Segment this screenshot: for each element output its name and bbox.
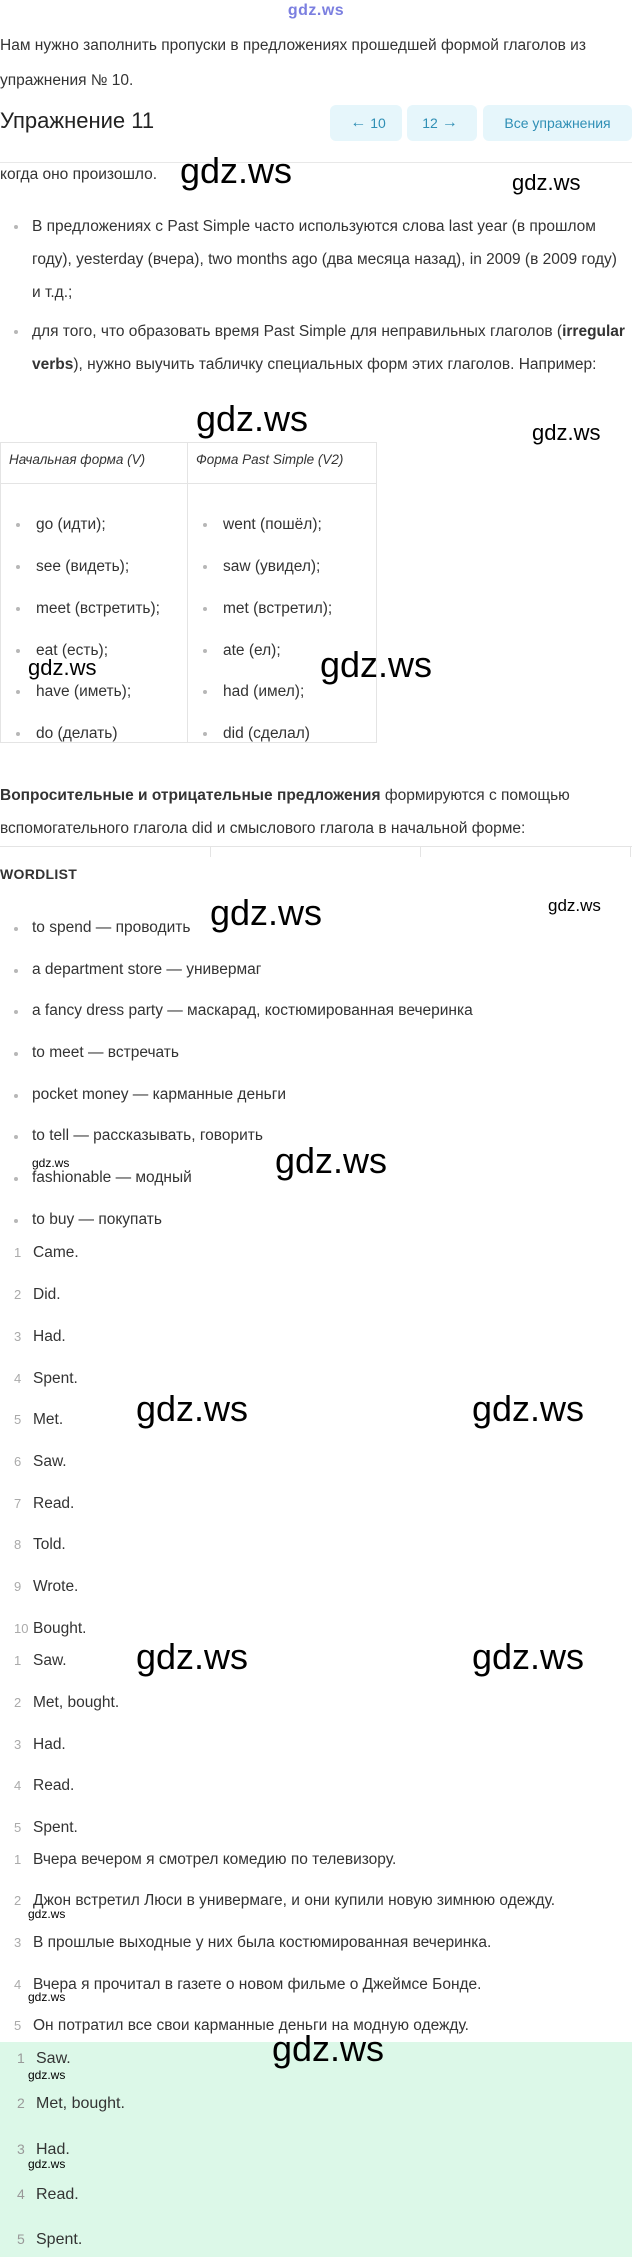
table-cell <box>188 484 377 743</box>
watermark: gdz.ws <box>32 1156 70 1170</box>
watermark: gdz.ws <box>532 420 601 445</box>
bullet-text-part: ), нужно выучить табличку специальных форм этих глаголов. Например: <box>73 356 597 373</box>
theory-bullet-text <box>14 315 626 381</box>
prev-exercise-button[interactable] <box>330 105 402 141</box>
watermark: gdz.ws <box>548 896 601 915</box>
wordlist-item: a department store — универмаг <box>14 954 626 986</box>
wordlist-item: to spend — проводить <box>14 912 626 944</box>
wordlist-heading: WORDLIST <box>0 866 78 882</box>
watermark: gdz.ws <box>28 1907 66 1921</box>
table-header: Форма Past Simple (V2) <box>188 443 377 484</box>
wordlist-item: to buy — покупать <box>14 1204 626 1236</box>
next-exercise-label: 12 <box>422 115 438 131</box>
watermark: gdz.ws <box>28 2157 66 2171</box>
watermark: gdz.ws <box>320 644 433 685</box>
task-description: Нам нужно заполнить пропуски в предложениях прошедшей формой глаголов из упражнения № 10. <box>0 37 586 89</box>
theory-bullet-text: В предложениях с Past Simple часто используются слова last year (в прошлом году), yesterday (вчера), two months ago (два месяца назад), in 2009 (в 2009 году) и т.д.; <box>32 218 617 301</box>
list-item: eat (есть); <box>16 641 108 661</box>
question-rule-text: формируются с помощью вспомогательного глагола did и смыслового глагола в начальной форме: <box>0 787 570 837</box>
prev-exercise-label: 10 <box>370 115 386 131</box>
table-header: Начальная форма (V) <box>1 443 188 484</box>
watermark: gdz.ws <box>28 1990 66 2004</box>
list-item: went (пошёл); <box>203 515 322 535</box>
bullet-bold-term: irregular verbs <box>32 323 625 373</box>
wordlist-item: to meet — встречать <box>14 1037 626 1069</box>
watermark: gdz.ws <box>472 1388 585 1429</box>
question-rule-bold: Вопросительные и отрицательные предложения <box>0 787 381 804</box>
list-item: met (встретил); <box>203 599 332 619</box>
next-exercise-button[interactable] <box>407 105 477 141</box>
exercise-title: Упражнение 11 <box>0 108 155 133</box>
answer-highlight-block <box>0 2042 632 2257</box>
list-item: meet (встретить); <box>16 599 160 619</box>
watermark: gdz.ws <box>210 892 323 933</box>
arrow-left-icon: ← <box>350 114 367 131</box>
table-cell <box>1 484 188 743</box>
list-item: do (делать) <box>16 724 118 744</box>
wordlist-item: a fancy dress party — маскарад, костюмированная вечеринка <box>14 995 626 1027</box>
verb-forms-table <box>0 442 377 743</box>
watermark: gdz.ws <box>180 150 293 191</box>
arrow-right-icon: → <box>441 114 458 131</box>
watermark: gdz.ws <box>512 170 581 195</box>
wordlist-item: pocket money — карманные деньги <box>14 1079 626 1111</box>
theory-bullet <box>14 315 626 381</box>
bullet-text-part: для того, что образовать время Past Simple для неправильных глаголов ( <box>32 323 563 340</box>
theory-partial-line: когда оно произошло. <box>0 166 158 183</box>
watermark: gdz.ws <box>472 1636 585 1677</box>
watermark: gdz.ws <box>136 1636 249 1677</box>
watermark: gdz.ws <box>275 1140 388 1181</box>
theory-bullets <box>0 210 632 410</box>
watermark: gdz.ws <box>196 398 309 439</box>
watermark: gdz.ws <box>136 1388 249 1429</box>
list-item: go (идти); <box>16 515 106 535</box>
wordlist-item: fashionable — модный <box>14 1162 626 1194</box>
wordlist-item: to tell — рассказывать, говорить <box>14 1120 626 1152</box>
watermark: gdz.ws <box>28 2068 66 2082</box>
list-item: did (сделал) <box>203 724 310 744</box>
watermark: gdz.ws <box>28 655 97 680</box>
list-item: ate (ел); <box>203 641 281 661</box>
all-exercises-label: Все упражнения <box>504 115 611 131</box>
list-item: saw (увидел); <box>203 557 320 577</box>
watermark: gdz.ws <box>272 2028 385 2069</box>
question-rule <box>0 779 630 845</box>
site-logo[interactable]: gdz.ws <box>287 2 345 19</box>
table-edge <box>0 846 632 857</box>
list-item: had (имел); <box>203 682 304 702</box>
list-item: have (иметь); <box>16 682 131 702</box>
all-exercises-button[interactable] <box>483 105 632 141</box>
theory-bullet <box>14 210 626 309</box>
list-item: see (видеть); <box>16 557 129 577</box>
